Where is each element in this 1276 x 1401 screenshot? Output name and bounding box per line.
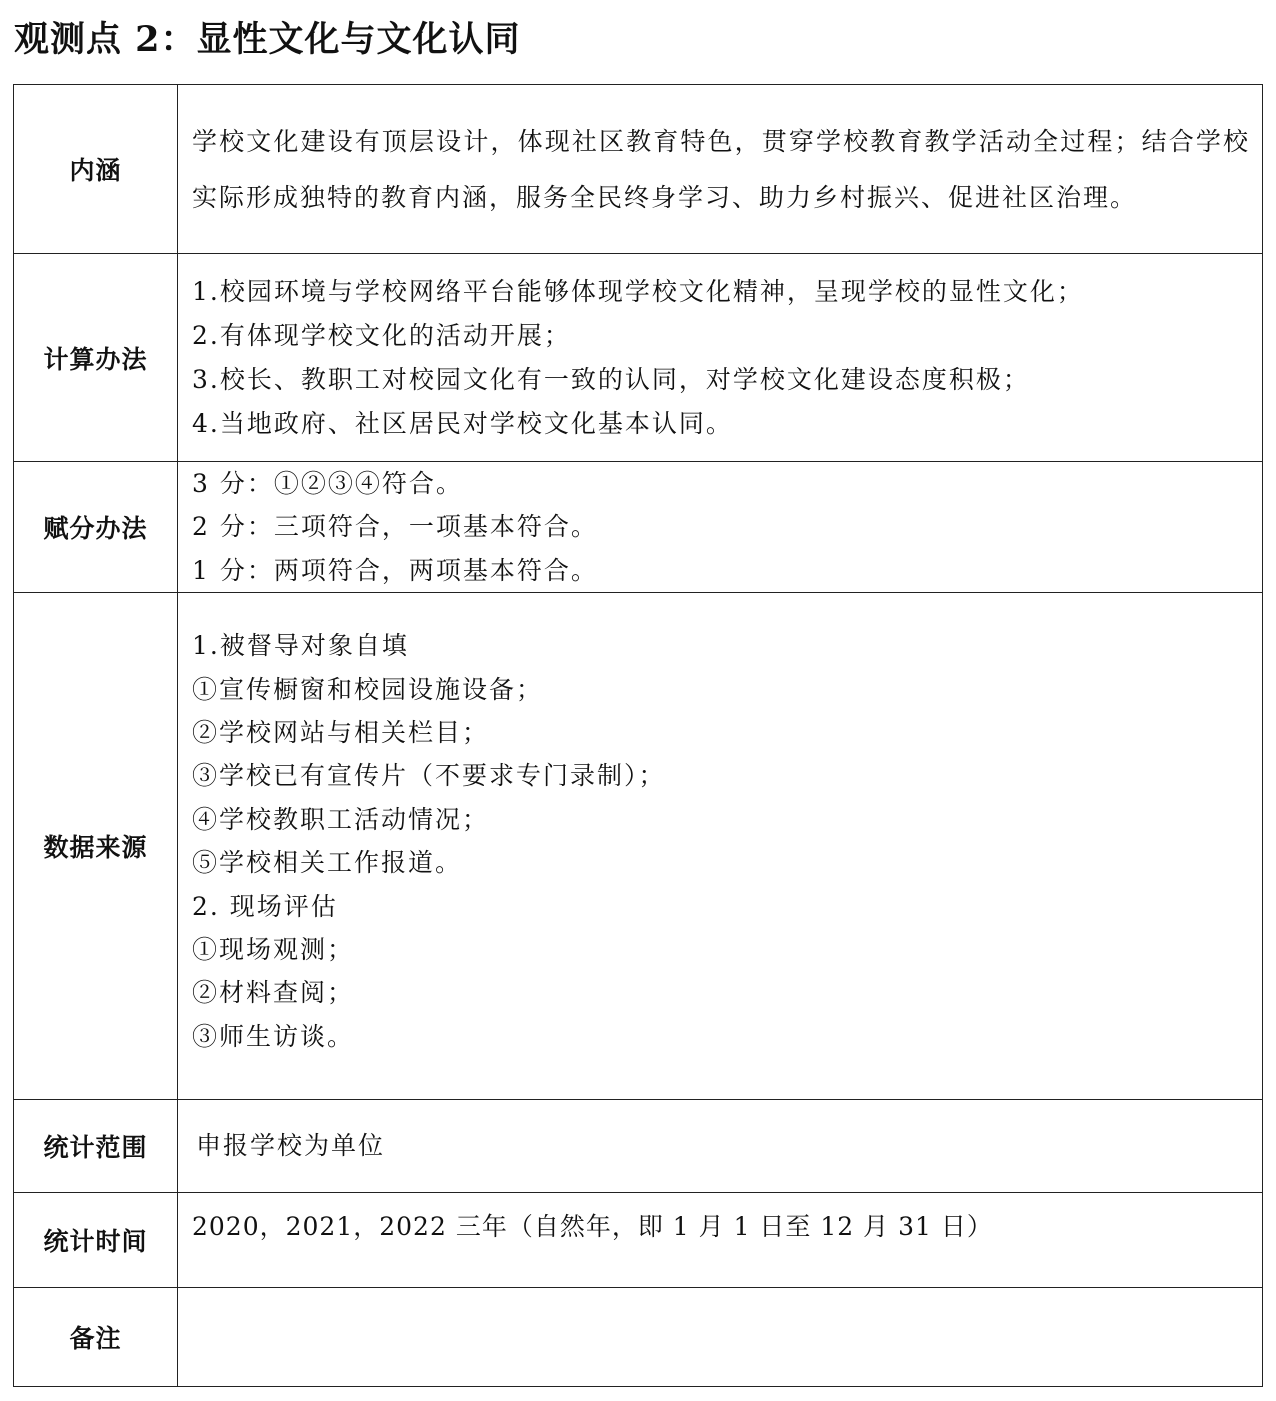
row-content-beizhu (178, 1288, 1263, 1387)
jisuan-line: 1.校园环境与学校网络平台能够体现学校文化精神，呈现学校的显性文化； (192, 276, 1084, 306)
shuju-line: 2. 现场评估 (192, 891, 338, 921)
shijian-text: 2020，2021，2022 三年（自然年，即 1 月 1 日至 12 月 31 日） (192, 1212, 993, 1242)
jisuan-line: 3.校长、教职工对校园文化有一致的认同，对学校文化建设态度积极； (192, 364, 1030, 394)
fufen-line: 3 分：①②③④符合。 (192, 469, 463, 498)
row-label-shijian: 统计时间 (14, 1193, 178, 1288)
row-label-fanwei: 统计范围 (14, 1100, 178, 1193)
row-fanwei (14, 1100, 1263, 1193)
neihan-text: 学校文化建设有顶层设计，体现社区教育特色，贯穿学校教育教学活动全过程；结合学校实际形成独特的教育内涵，服务全民终身学习、助力乡村振兴、促进社区治理。 (192, 127, 1250, 212)
row-content-neihan (178, 85, 1263, 254)
shuju-line: ①现场观测； (192, 935, 355, 965)
page-title: 观测点 2：显性文化与文化认同 (14, 19, 521, 60)
shuju-line: ⑤学校相关工作报道。 (192, 848, 463, 878)
row-content-fanwei (178, 1100, 1263, 1193)
shuju-line: ②材料查阅； (192, 978, 355, 1008)
indicator-table (13, 84, 1263, 1387)
row-content-fufen (178, 462, 1263, 593)
shuju-line: ④学校教职工活动情况； (192, 804, 490, 834)
row-label-jisuan: 计算办法 (14, 254, 178, 462)
fanwei-text: 申报学校为单位 (196, 1131, 386, 1161)
shuju-line: ②学校网站与相关栏目； (192, 718, 490, 748)
row-label-shuju: 数据来源 (14, 593, 178, 1100)
fufen-line: 1 分：两项符合，两项基本符合。 (192, 555, 598, 585)
row-content-shijian (178, 1193, 1263, 1288)
jisuan-line: 4.当地政府、社区居民对学校文化基本认同。 (192, 408, 733, 438)
shuju-line: 1.被督导对象自填 (192, 631, 409, 661)
row-content-jisuan (178, 254, 1263, 462)
row-label-beizhu: 备注 (14, 1288, 178, 1387)
shuju-line: ③学校已有宣传片（不要求专门录制）； (192, 761, 666, 791)
row-fufen (14, 462, 1263, 593)
shuju-line: ③师生访谈。 (192, 1021, 355, 1051)
fufen-line: 2 分：三项符合，一项基本符合。 (192, 512, 598, 542)
row-shuju (14, 593, 1263, 1100)
row-neihan (14, 85, 1263, 254)
shuju-line: ①宣传橱窗和校园设施设备； (192, 674, 544, 704)
row-label-fufen: 赋分办法 (14, 462, 178, 593)
row-jisuan (14, 254, 1263, 462)
row-beizhu (14, 1288, 1263, 1387)
row-label-neihan: 内涵 (14, 85, 178, 254)
jisuan-line: 2.有体现学校文化的活动开展； (192, 320, 571, 350)
row-content-shuju (178, 593, 1263, 1100)
row-shijian (14, 1193, 1263, 1288)
